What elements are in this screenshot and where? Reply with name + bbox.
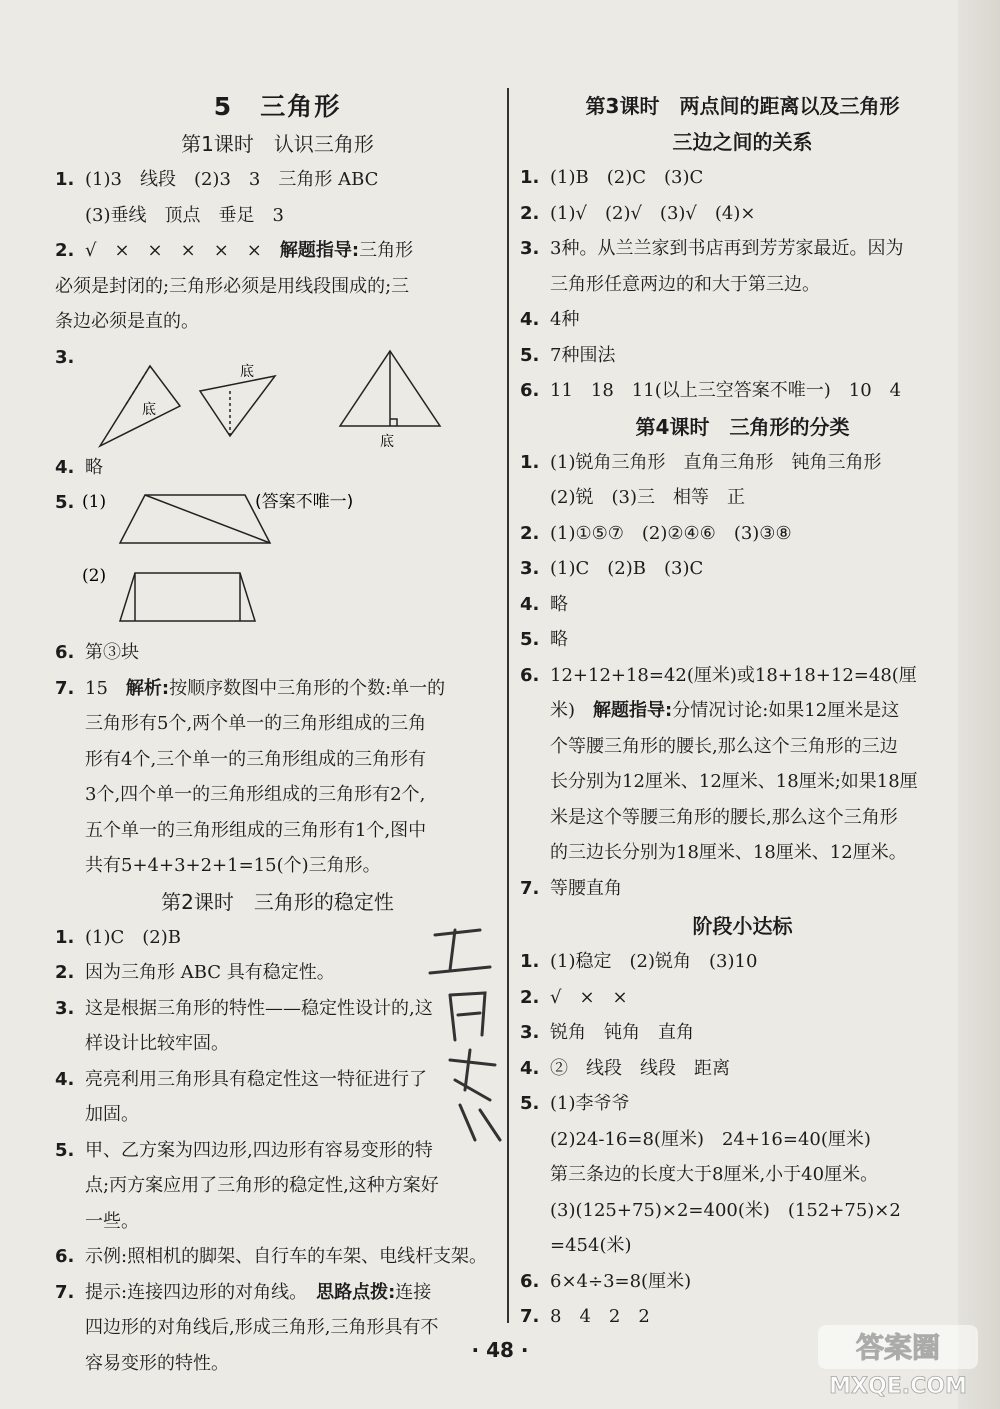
l2-question-5	[55, 1133, 500, 1240]
hint-text: 分情况讨论:如果12厘米是这	[672, 700, 900, 721]
question-number: 3.	[55, 997, 75, 1019]
svg-text:答案圈: 答案圈	[855, 1331, 941, 1364]
l1-question-5	[55, 485, 500, 635]
answer-line: (2)锐 (3)三 相等 正	[550, 487, 745, 508]
l2-question-6	[55, 1239, 500, 1275]
page-number: · 48 ·	[471, 1338, 529, 1362]
analysis-label: 解析:	[125, 677, 170, 699]
stage-title: 阶段小达标	[692, 914, 793, 938]
answer-line: 第三条边的长度大于8厘米,小于40厘米。	[550, 1164, 879, 1185]
question-number: 7.	[55, 677, 75, 699]
hint-text: 三角形	[359, 240, 414, 261]
answer-line: 因为三角形 ABC 具有稳定性。	[85, 962, 335, 983]
answer-line: (1)C (2)B (3)C	[550, 558, 704, 579]
stage-question-2	[520, 980, 965, 1016]
answer-line: 三角形任意两边的和大于第三边。	[550, 273, 820, 295]
answer-line: 第③块	[85, 642, 139, 663]
chapter-title: 5 三角形	[213, 92, 342, 121]
question-number: 2.	[55, 240, 75, 261]
question-number: 3.	[520, 558, 540, 579]
answer-line: 一些。	[85, 1210, 139, 1232]
answer-value: 15	[85, 677, 108, 699]
left-column	[55, 88, 500, 1381]
question-number: 4.	[55, 456, 75, 478]
base-label-2: 底	[240, 363, 254, 380]
question-number: 3.	[520, 1022, 540, 1043]
answer-line: 4种	[550, 309, 580, 330]
handwriting-text: 互助	[420, 915, 422, 916]
question-number: 5.	[520, 629, 540, 650]
lesson-3-title-line1: 第3课时 两点间的距离以及三角形	[585, 94, 900, 118]
l3-question-5	[520, 338, 965, 374]
question-number: 4.	[520, 309, 540, 330]
l2-question-7	[55, 1275, 500, 1382]
l4-question-2	[520, 516, 965, 552]
answer-line: 略	[550, 593, 568, 615]
lesson-1-title: 第1课时 认识三角形	[181, 132, 374, 156]
answer-line: (1)B (2)C (3)C	[550, 167, 704, 188]
l4-question-5	[520, 622, 965, 658]
answer-line: (1)3 线段 (2)3 3 三角形 ABC	[85, 169, 379, 190]
answer-note: (答案不唯一)	[255, 492, 354, 512]
question-number: 1.	[55, 169, 75, 190]
question-number: 2.	[520, 202, 540, 224]
l4-question-4	[520, 587, 965, 623]
l3-question-2	[520, 196, 965, 232]
stage-question-1	[520, 944, 965, 980]
question-number: 1.	[520, 951, 540, 972]
answer-line: 这是根据三角形的特性——稳定性设计的,这	[85, 997, 433, 1019]
l4-question-1	[520, 445, 965, 516]
hint-label: 解题指导:	[593, 700, 673, 721]
answer-line	[85, 1275, 500, 1311]
question-number: 6.	[520, 664, 540, 686]
triangle-2	[200, 376, 275, 436]
question-number: 7.	[520, 877, 540, 899]
sub-label-2: (2)	[82, 566, 107, 586]
thinking-text: 连接	[395, 1281, 432, 1303]
diagonal-line	[145, 495, 270, 543]
l3-question-1	[520, 160, 965, 196]
l1-question-6	[55, 635, 500, 671]
answer-line: 略	[85, 456, 103, 478]
question-number: 5.	[55, 1139, 75, 1161]
l4-question-6	[520, 658, 965, 871]
question-number: 4.	[55, 1068, 75, 1090]
answer-line: 容易变形的特性。	[85, 1352, 229, 1374]
answer-line: 的三边长分别为18厘米、18厘米、12厘米。	[550, 842, 907, 863]
answer-line: 甲、乙方案为四边形,四边形有容易变形的特	[85, 1139, 433, 1161]
right-angle-mark	[390, 419, 397, 426]
answer-line: 样设计比较牢固。	[85, 1033, 229, 1054]
answer-line: 等腰直角	[550, 877, 622, 899]
answer-line: =454(米)	[550, 1235, 632, 1256]
lesson-2-title: 第2课时 三角形的稳定性	[161, 889, 394, 914]
watermark-text: MXQE.COM	[829, 1374, 967, 1399]
l3-question-6	[520, 373, 965, 409]
answer-line	[85, 233, 500, 269]
l1-question-4	[55, 450, 500, 486]
answer-line: (1)稳定 (2)锐角 (3)10	[550, 951, 758, 972]
answer-line: 形有4个,三个单一的三角形组成的三角形有	[85, 748, 427, 770]
answer-line: ② 线段 线段 距离	[550, 1057, 730, 1079]
answer-line: 条边必须是直的。	[55, 311, 199, 332]
answer-line: 8 4 2 2	[550, 1306, 650, 1327]
question-number: 3.	[520, 238, 540, 259]
watermark-logo	[808, 1323, 988, 1401]
l3-question-4	[520, 302, 965, 338]
answer-line: √ × ×	[550, 986, 628, 1008]
answer-line: (3)(125+75)×2=400(米) (152+75)×2	[550, 1199, 901, 1221]
answer-line: (1)锐角三角形 直角三角形 钝角三角形	[550, 451, 882, 473]
question-number: 7.	[55, 1281, 75, 1303]
triangle-1	[100, 366, 180, 446]
question-number: 1.	[55, 926, 75, 948]
answer-line: 3个,四个单一的三角形组成的三角形有2个,	[85, 784, 426, 805]
l1-question-1	[55, 162, 500, 233]
l1-question-2-cont	[25, 269, 500, 340]
hint-text: 提示:连接四边形的对角线。	[85, 1281, 299, 1303]
answer-line: 6×4÷3=8(厘米)	[550, 1270, 692, 1292]
answer-line: 个等腰三角形的腰长,那么这个三角形的三边	[550, 735, 898, 757]
l1-question-3	[55, 340, 500, 450]
question-number: 6.	[520, 380, 540, 401]
answer-line: 点;丙方案应用了三角形的稳定性,这种方案好	[85, 1175, 439, 1196]
question-number: 2.	[520, 986, 540, 1008]
answer-line: (1)√ (2)√ (3)√ (4)×	[550, 202, 756, 224]
question-number: 3.	[55, 346, 75, 368]
answer-line: 必须是封闭的;三角形必须是用线段围成的;三	[55, 275, 410, 297]
stage-question-3	[520, 1015, 965, 1051]
l4-question-7	[520, 871, 965, 907]
stage-question-5	[520, 1086, 965, 1264]
answer-line	[550, 693, 965, 729]
answer-line: (1)李爷爷	[550, 1093, 630, 1114]
question-number: 5.	[520, 344, 540, 366]
answer-line: 锐角 钝角 直角	[550, 1022, 694, 1043]
sub-label-1: (1)	[82, 492, 107, 512]
lesson-3-title-line2: 三边之间的关系	[672, 130, 813, 154]
triangle-heights-figure	[80, 346, 490, 456]
answer-line: (1)①⑤⑦ (2)②④⑥ (3)③⑧	[550, 522, 792, 544]
answer-line: 3种。从兰兰家到书店再到芳芳家最近。因为	[550, 238, 904, 259]
trapezoid-figures	[80, 485, 490, 635]
answer-line: 加固。	[85, 1104, 139, 1125]
answer-line: 亮亮利用三角形具有稳定性这一特征进行了	[85, 1068, 427, 1090]
question-number: 4.	[520, 1057, 540, 1079]
question-number: 5.	[520, 1093, 540, 1114]
l4-question-3	[520, 551, 965, 587]
answer-line	[85, 671, 500, 707]
stage-question-6	[520, 1264, 965, 1300]
question-number: 6.	[55, 1246, 75, 1267]
answer-text: 米)	[550, 700, 576, 721]
answer-line: (1)C (2)B	[85, 926, 181, 948]
hint-label: 解题指导:	[279, 240, 360, 261]
handwriting-scribble	[420, 915, 520, 1145]
lesson-4-title: 第4课时 三角形的分类	[635, 414, 850, 439]
answer-line: 11 18 11(以上三空答案不唯一) 10 4	[550, 380, 902, 401]
question-number: 5.	[55, 492, 75, 513]
answer-line: 示例:照相机的脚架、自行车的车架、电线杆支架。	[85, 1246, 488, 1267]
trapezoid-1	[120, 495, 270, 543]
l3-question-3	[520, 231, 965, 302]
stage-question-4	[520, 1051, 965, 1087]
right-column	[520, 88, 965, 1335]
question-number: 6.	[55, 642, 75, 663]
question-number: 1.	[520, 451, 540, 473]
answer-line: 长分别为12厘米、12厘米、18厘米;如果18厘	[550, 771, 918, 792]
question-number: 1.	[520, 167, 540, 188]
question-number: 4.	[520, 593, 540, 615]
question-number: 2.	[520, 522, 540, 544]
l1-question-7	[55, 671, 500, 884]
answer-line: 五个单一的三角形组成的三角形有1个,图中	[85, 819, 427, 841]
analysis-text: 按顺序数图中三角形的个数:单一的	[169, 677, 446, 699]
answer-line: 7种围法	[550, 344, 616, 366]
check-marks: √ × × × × ×	[85, 240, 262, 261]
answer-line: 略	[550, 629, 568, 650]
answer-line: 三角形有5个,两个单一的三角形组成的三角	[85, 713, 427, 734]
question-number: 6.	[520, 1270, 540, 1292]
base-label-1: 底	[142, 401, 156, 418]
question-number: 7.	[520, 1306, 540, 1327]
answer-line: 米是这个等腰三角形的腰长,那么这个三角形	[550, 806, 898, 828]
thinking-label: 思路点拨:	[316, 1281, 396, 1303]
answer-line: (2)24-16=8(厘米) 24+16=40(厘米)	[550, 1128, 871, 1150]
answer-line: 12+12+18=42(厘米)或18+18+12=48(厘	[550, 664, 917, 686]
l1-question-2	[55, 233, 500, 269]
answer-line: 共有5+4+3+2+1=15(个)三角形。	[85, 855, 381, 876]
base-label-3: 底	[380, 433, 394, 450]
question-number: 2.	[55, 962, 75, 983]
answer-line: 四边形的对角线后,形成三角形,三角形具有不	[85, 1317, 439, 1338]
trapezoid-2	[120, 573, 255, 621]
answer-line: (3)垂线 顶点 垂足 3	[85, 204, 284, 226]
